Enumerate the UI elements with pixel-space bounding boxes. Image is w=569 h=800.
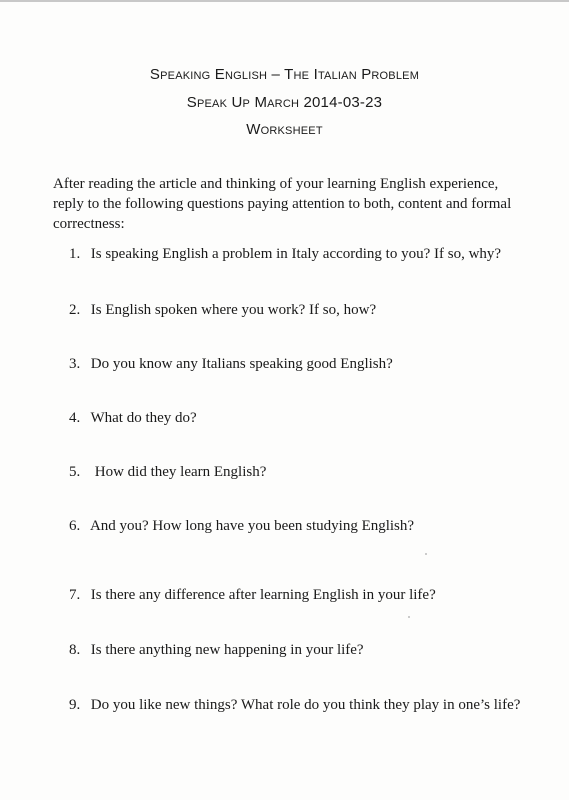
scan-speck bbox=[408, 616, 410, 618]
question-item bbox=[69, 409, 529, 427]
question-item bbox=[69, 696, 529, 714]
scan-edge bbox=[0, 0, 569, 2]
question-number: 4. bbox=[69, 410, 81, 426]
scan-speck bbox=[425, 553, 427, 555]
question-text: Do you know any Italians speaking good English? bbox=[90, 356, 393, 372]
question-text: Do you like new things? What role do you think they play in one’s life? bbox=[90, 697, 521, 713]
worksheet-subtitle: Speak Up March 2014-03-23 bbox=[186, 94, 383, 111]
question-text: Is English spoken where you work? If so, how? bbox=[90, 302, 377, 318]
question-number: 3. bbox=[69, 356, 81, 372]
question-text: Is there anything new happening in your life? bbox=[90, 642, 364, 658]
question-item bbox=[69, 355, 529, 373]
question-text: Is speaking English a problem in Italy according to you? If so, why? bbox=[90, 246, 502, 262]
question-number: 6. bbox=[69, 518, 81, 534]
question-number: 2. bbox=[69, 302, 81, 318]
question-text: How did they learn English? bbox=[94, 464, 267, 480]
question-item bbox=[69, 517, 529, 535]
question-text: And you? How long have you been studying English? bbox=[89, 518, 415, 534]
question-number: 8. bbox=[69, 642, 81, 658]
question-number: 1. bbox=[69, 246, 81, 262]
question-item bbox=[69, 586, 529, 604]
question-item bbox=[69, 301, 529, 319]
question-item bbox=[69, 463, 529, 481]
worksheet-label: Worksheet bbox=[246, 121, 323, 138]
question-item bbox=[69, 245, 529, 263]
question-item bbox=[69, 641, 529, 659]
question-number: 9. bbox=[69, 697, 81, 713]
worksheet-title: Speaking English – The Italian Problem bbox=[149, 66, 420, 83]
instructions-paragraph: After reading the article and thinking of your learning English experience, reply to the following questions paying attention to both, content and formal correctness: bbox=[53, 176, 512, 232]
question-text: What do they do? bbox=[90, 410, 197, 426]
question-number: 5. bbox=[69, 464, 81, 480]
question-number: 7. bbox=[69, 587, 81, 603]
question-text: Is there any difference after learning English in your life? bbox=[90, 587, 436, 603]
